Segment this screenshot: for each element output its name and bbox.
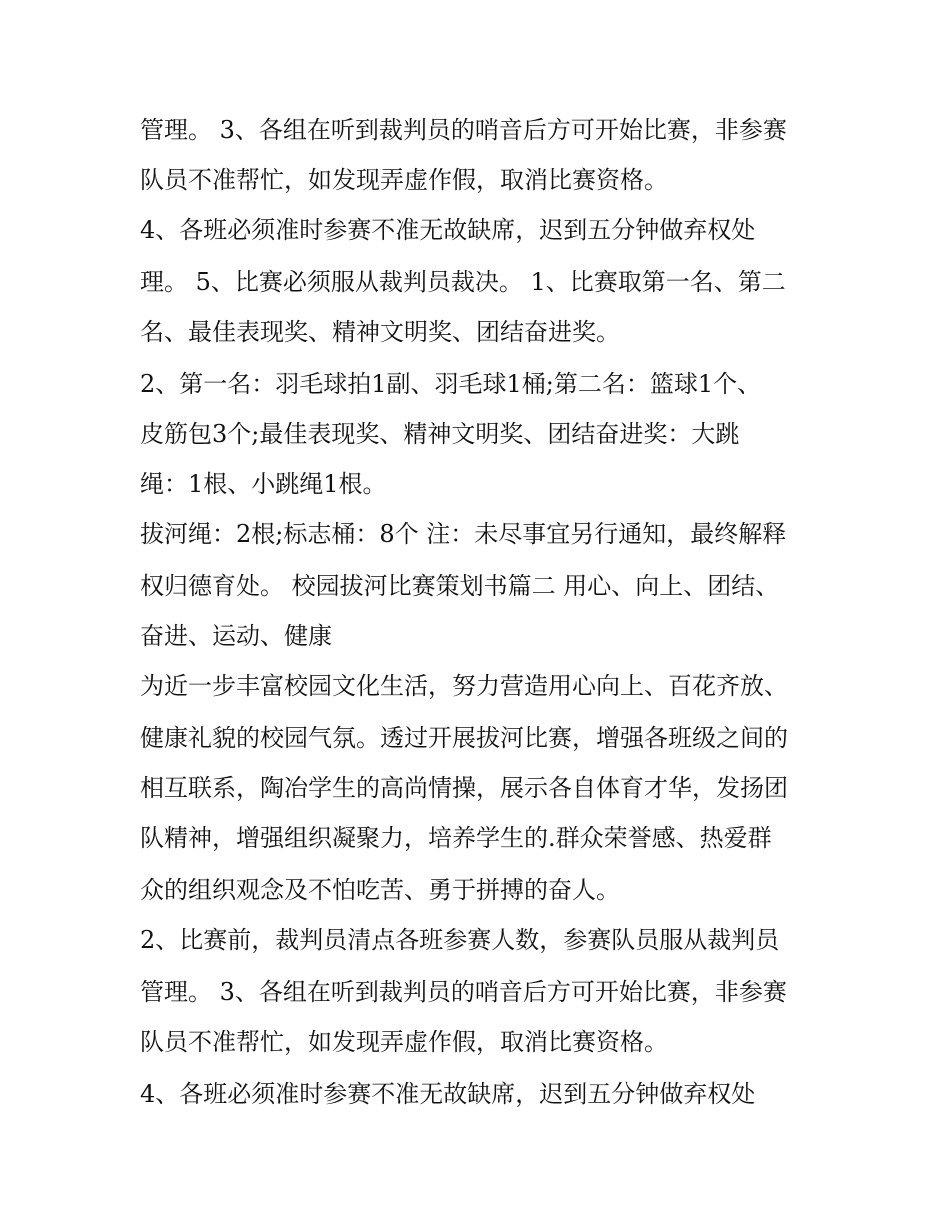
text-line: 队员不准帮忙，如发现弄虚作假，取消比赛资格。 — [140, 166, 668, 194]
text-line: 队精神，增强组织凝聚力，培养学生的.群众荣誉感、热爱群 — [140, 824, 772, 852]
text-line: 队员不准帮忙，如发现弄虚作假，取消比赛资格。 — [140, 1028, 668, 1056]
text-line: 健康礼貌的校园气氛。透过开展拔河比赛，增强各班级之间的 — [140, 724, 788, 752]
text-line: 拔河绳：2根;标志桶：8个 注：未尽事宜另行通知，最终解释 — [140, 520, 787, 548]
text-line: 理。 5、比赛必须服从裁判员裁决。 1、比赛取第一名、第二 — [140, 268, 786, 296]
text-line: 绳：1根、小跳绳1根。 — [140, 470, 387, 498]
text-line: 管理。 3、各组在听到裁判员的哨音后方可开始比赛，非参赛 — [140, 978, 787, 1006]
text-line: 管理。 3、各组在听到裁判员的哨音后方可开始比赛，非参赛 — [140, 116, 787, 144]
text-line: 为近一步丰富校园文化生活，努力营造用心向上、百花齐放、 — [140, 672, 788, 700]
text-line: 名、最佳表现奖、精神文明奖、团结奋进奖。 — [140, 318, 620, 346]
text-line: 4、各班必须准时参赛不准无故缺席，迟到五分钟做弃权处 — [140, 1080, 756, 1108]
text-line: 皮筋包3个;最佳表现奖、精神文明奖、团结奋进奖：大跳 — [140, 420, 740, 448]
text-line: 2、比赛前，裁判员清点各班参赛人数，参赛队员服从裁判员 — [140, 926, 780, 954]
text-line: 4、各班必须准时参赛不准无故缺席，迟到五分钟做弃权处 — [140, 216, 756, 244]
text-line: 2、第一名：羽毛球拍1副、羽毛球1桶;第二名：篮球1个、 — [140, 370, 762, 398]
text-line: 相互联系，陶冶学生的高尚情操，展示各自体育才华，发扬团 — [140, 774, 788, 802]
text-line: 权归德育处。 校园拔河比赛策划书篇二 用心、向上、团结、 — [140, 572, 780, 600]
text-line: 奋进、运动、健康 — [140, 622, 332, 650]
text-line: 众的组织观念及不怕吃苦、勇于拼搏的奋人。 — [140, 876, 620, 904]
